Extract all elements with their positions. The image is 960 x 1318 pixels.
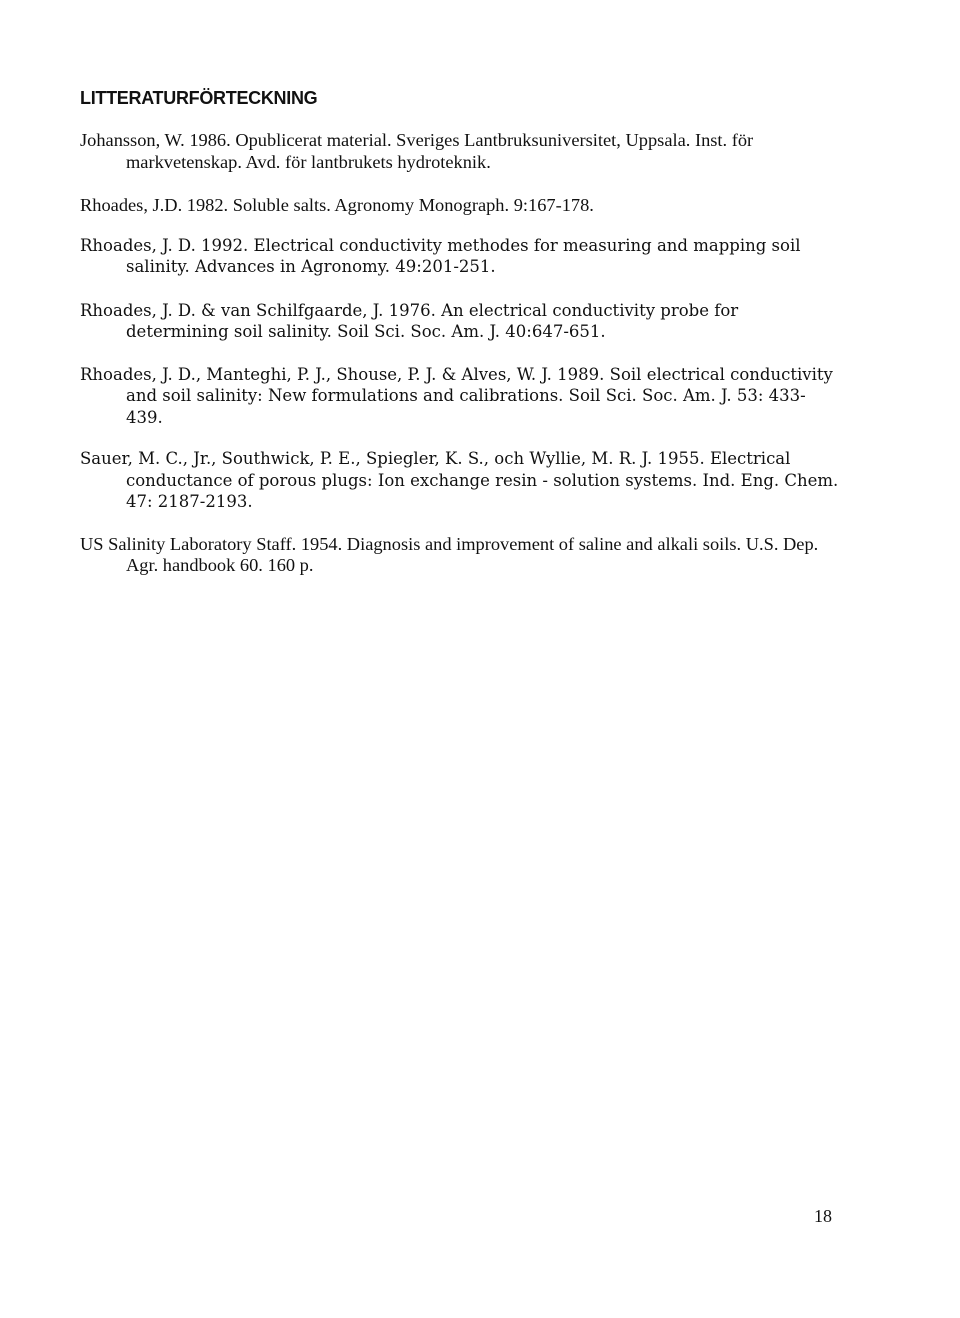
reference-item: Rhoades, J.D. 1982. Soluble salts. Agronomy Monograph. 9:167-178. (80, 195, 594, 215)
page-number: 18 (814, 1206, 832, 1226)
reference-list (80, 130, 840, 577)
reference-item: US Salinity Laboratory Staff. 1954. Diagnosis and improvement of saline and alkali soils. U.S. Dep. Agr. handbook 60. 160 p. (80, 533, 819, 575)
reference-item: Johansson, W. 1986. Opublicerat material. Sveriges Lantbruksuniversitet, Uppsala. Inst. för markvetenskap. Avd. för lantbrukets hydroteknik. (80, 130, 754, 172)
reference-item: Rhoades, J. D. & van Schilfgaarde, J. 1976. An electrical conductivity probe for determining soil salinity. Soil Sci. Soc. Am. J. 40:647-651. (80, 300, 739, 341)
reference-item: Rhoades, J. D. 1992. Electrical conductivity methodes for measuring and mapping soil salinity. Advances in Agronomy. 49:201-251. (80, 235, 801, 276)
bibliography-heading: LITTERATURFÖRTECKNING (80, 88, 318, 108)
reference-item: Rhoades, J. D., Manteghi, P. J., Shouse, P. J. & Alves, W. J. 1989. Soil electrical conductivity and soil salinity: New formulations and calibrations. Soil Sci. Soc. Am. J. 53: 433-439. (80, 364, 833, 427)
reference-item: Sauer, M. C., Jr., Southwick, P. E., Spiegler, K. S., och Wyllie, M. R. J. 1955. Electrical conductance of porous plugs: Ion exchange resin - solution systems. Ind. Eng. Chem. 47: 2187-2193. (80, 449, 839, 511)
